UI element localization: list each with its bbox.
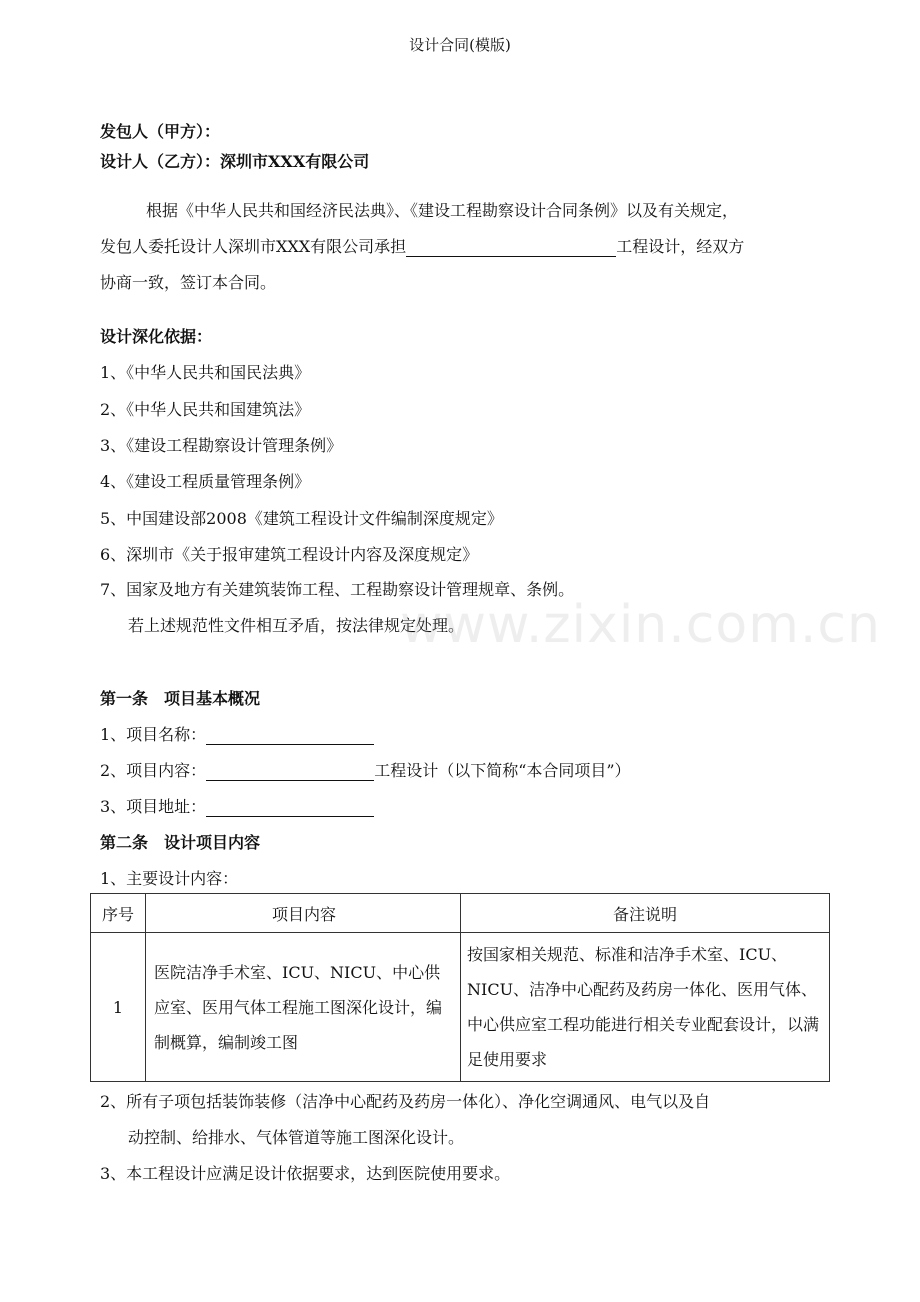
article-2-title: 第二条 设计项目内容	[100, 833, 261, 852]
header-content: 项目内容	[146, 894, 461, 933]
basis-item: 1、《中华人民共和国民法典》	[100, 363, 311, 382]
project-content-label: 2、项目内容：	[100, 761, 207, 780]
design-content-table	[90, 893, 830, 1082]
intro-line-1: 根据《中华人民共和国经济民法典》、《建设工程勘察设计合同条例》以及有关规定，	[146, 201, 739, 220]
project-name-blank[interactable]	[206, 726, 374, 745]
project-address-blank[interactable]	[206, 798, 374, 817]
main-design-label: 1、主要设计内容：	[100, 869, 239, 888]
basis-title: 设计深化依据：	[100, 327, 213, 346]
intro-line-2	[100, 234, 744, 257]
item-2-line-1: 2、所有子项包括装饰装修（洁净中心配药及药房一体化）、净化空调通风、电气以及自	[100, 1092, 711, 1111]
watermark: www.zixin.com.cn	[400, 595, 881, 655]
item-3: 3、本工程设计应满足设计依据要求，达到医院使用要求。	[100, 1164, 511, 1183]
designer-name: 深圳市XXX有限公司	[220, 152, 370, 171]
basis-item: 2、《中华人民共和国建筑法》	[100, 400, 311, 419]
row-note: 按国家相关规范、标准和洁净手术室、ICU、NICU、洁净中心配药及药房一体化、医用气体、中心供应室工程功能进行相关专业配套设计，以满足使用要求	[461, 933, 830, 1082]
item-2-line-2: 动控制、给排水、气体管道等施工图深化设计。	[128, 1128, 465, 1147]
basis-item: 5、中国建设部2008《建筑工程设计文件编制深度规定》	[100, 509, 503, 528]
basis-item: 7、国家及地方有关建筑装饰工程、工程勘察设计管理规章、条例。	[100, 580, 575, 599]
basis-item: 3、《建设工程勘察设计管理条例》	[100, 436, 343, 455]
table-row	[91, 933, 830, 1082]
basis-item: 4、《建设工程质量管理条例》	[100, 472, 311, 491]
row-content: 医院洁净手术室、ICU、NICU、中心供应室、医用气体工程施工图深化设计，编制概算，编制竣工图	[146, 933, 461, 1082]
article-1-title: 第一条 项目基本概况	[100, 689, 261, 708]
intro-line-2-before: 发包人委托设计人深圳市XXX有限公司承担	[100, 237, 407, 256]
project-blank[interactable]	[406, 238, 616, 257]
client-label: 发包人（甲方）：	[100, 122, 221, 141]
project-content-blank[interactable]	[206, 762, 374, 781]
table-header-row	[91, 894, 830, 933]
header-note: 备注说明	[461, 894, 830, 933]
designer-line	[100, 149, 369, 172]
project-address-label: 3、项目地址：	[100, 797, 207, 816]
project-content-line	[100, 758, 631, 781]
basis-note: 若上述规范性文件相互矛盾，按法律规定处理。	[128, 616, 465, 635]
intro-line-3: 协商一致，签订本合同。	[100, 273, 277, 292]
intro-line-2-after: 工程设计，经双方	[616, 237, 745, 256]
project-content-suffix: 工程设计（以下简称“本合同项目”）	[374, 761, 631, 780]
project-name-label: 1、项目名称：	[100, 725, 207, 744]
project-name-line	[100, 722, 374, 745]
row-number: 1	[91, 933, 146, 1082]
page-header: 设计合同(模版)	[409, 36, 511, 54]
project-address-line	[100, 794, 374, 817]
basis-item: 6、深圳市《关于报审建筑工程设计内容及深度规定》	[100, 545, 479, 564]
header-number: 序号	[91, 894, 146, 933]
designer-label: 设计人（乙方）：	[100, 152, 221, 171]
